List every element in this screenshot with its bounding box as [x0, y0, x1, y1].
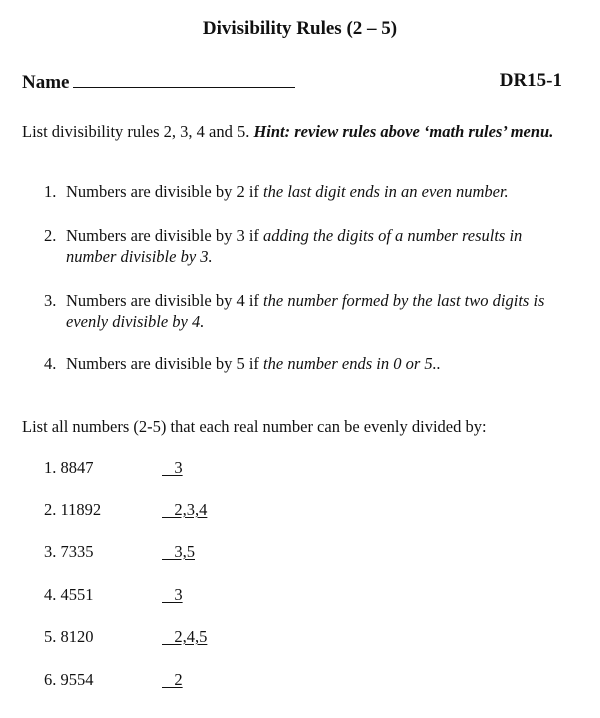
exercise-answer: 2 — [162, 670, 183, 689]
rule-text: Numbers are divisible by 3 if — [66, 226, 259, 245]
rule-number: 1. — [44, 182, 57, 201]
name-label: Name — [22, 72, 70, 93]
rule-number: 2. — [44, 226, 57, 245]
rule-number: 4. — [44, 354, 57, 373]
rule-text: Numbers are divisible by 5 if — [66, 354, 259, 373]
exercise-answer: 3 — [162, 458, 183, 477]
exercise-number: 2. 11892 — [44, 500, 102, 519]
page-title: Divisibility Rules (2 – 5) — [202, 18, 398, 39]
exercise-number: 6. 9554 — [44, 670, 94, 689]
exercise-answer: 2,3,4 — [162, 500, 208, 519]
exercise-number: 1. 8847 — [44, 458, 94, 477]
exercise-answer: 3 — [162, 585, 183, 604]
instructions-text: List divisibility rules 2, 3, 4 and 5. — [22, 122, 250, 141]
rule-emphasis: the number formed by the last two digits is evenly divisible by 4. — [66, 291, 545, 331]
exercise-number: 4. 4551 — [44, 585, 94, 604]
exercise-number: 5. 8120 — [44, 627, 94, 646]
rule-item — [44, 290, 574, 332]
exercise-number: 3. 7335 — [44, 542, 94, 561]
rule-item — [44, 181, 574, 202]
exercise-prompt: List all numbers (2-5) that each real number can be evenly divided by: — [22, 417, 487, 436]
instructions-hint: Hint: review rules above ‘math rules’ menu. — [253, 122, 554, 141]
rule-emphasis: the number ends in 0 or 5.. — [263, 354, 441, 373]
rule-emphasis: adding the digits of a number results in number divisible by 3. — [66, 226, 523, 266]
rule-number: 3. — [44, 291, 57, 310]
worksheet-code: DR15-1 — [499, 70, 562, 91]
exercise-answer: 3,5 — [162, 542, 195, 561]
name-blank-line — [73, 70, 295, 88]
rule-item — [44, 225, 574, 267]
exercise-answer: 2,4,5 — [162, 627, 208, 646]
rule-text: Numbers are divisible by 4 if — [66, 291, 259, 310]
rule-text: Numbers are divisible by 2 if — [66, 182, 259, 201]
rule-emphasis: the last digit ends in an even number. — [263, 182, 509, 201]
rule-item — [44, 353, 574, 374]
name-field — [22, 70, 295, 94]
instructions — [22, 121, 582, 142]
